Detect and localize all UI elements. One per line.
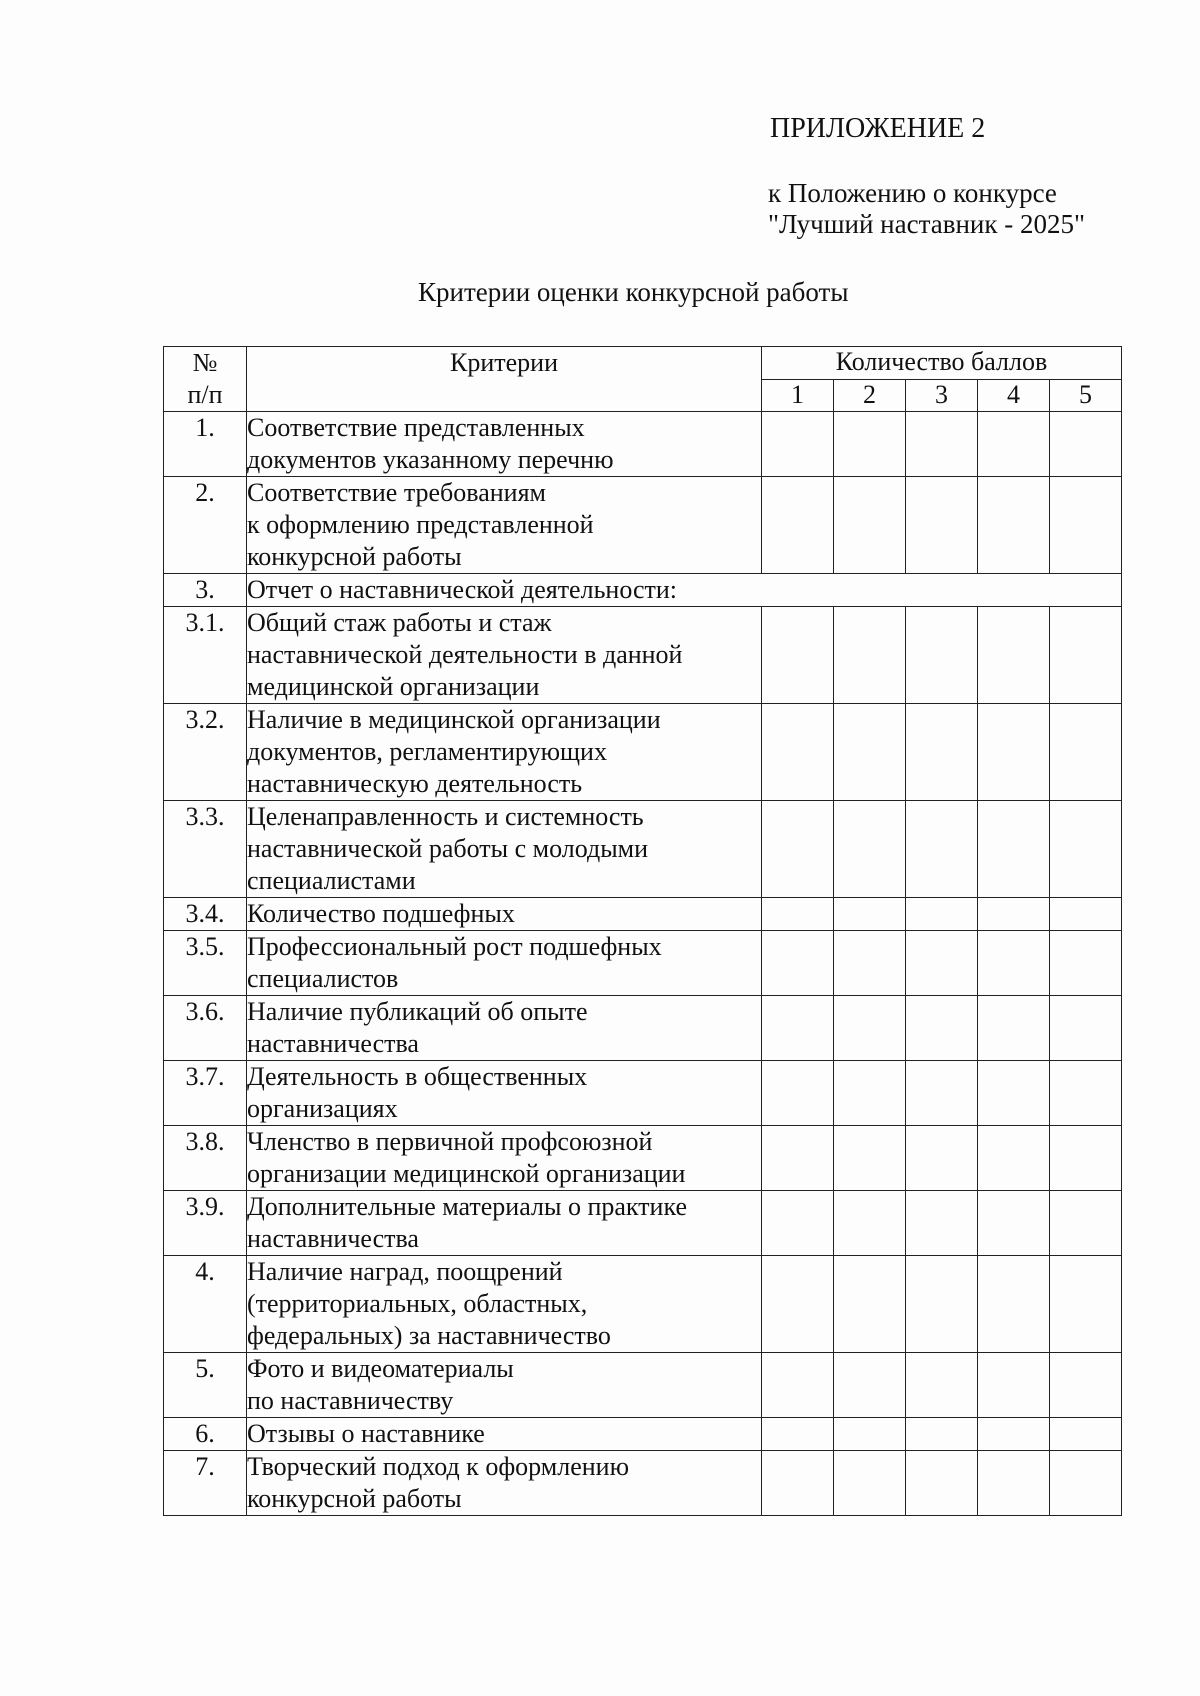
score-cell[interactable] [762, 898, 834, 931]
score-cell[interactable] [906, 1451, 978, 1516]
score-cell[interactable] [834, 898, 906, 931]
table-row [164, 1191, 1122, 1256]
table-header-row [164, 347, 1122, 380]
table-row [164, 996, 1122, 1061]
row-number: 6. [164, 1418, 247, 1451]
row-number: 3.5. [164, 931, 247, 996]
score-cell[interactable] [1050, 704, 1122, 801]
score-cell[interactable] [906, 898, 978, 931]
score-cell[interactable] [834, 1256, 906, 1353]
table-row [164, 1256, 1122, 1353]
table-row [164, 931, 1122, 996]
reference-line: к Положению о конкурсе [768, 178, 1057, 208]
score-cell[interactable] [762, 1451, 834, 1516]
row-number: 5. [164, 1353, 247, 1418]
score-cell[interactable] [834, 996, 906, 1061]
score-cell[interactable] [762, 607, 834, 704]
row-number: 3. [164, 574, 247, 607]
score-cell[interactable] [906, 931, 978, 996]
score-cell[interactable] [978, 996, 1050, 1061]
criterion-text: Наличие публикаций об опыте наставничества [247, 996, 762, 1061]
score-cell[interactable] [1050, 1353, 1122, 1418]
document-title: Критерии оценки конкурсной работы [418, 277, 849, 307]
score-cell[interactable] [978, 1256, 1050, 1353]
row-number: 3.2. [164, 704, 247, 801]
criterion-text: Членство в первичной профсоюзной организации медицинской организации [247, 1126, 762, 1191]
criterion-text: Наличие в медицинской организации документов, регламентирующих наставническую деятельность [247, 704, 762, 801]
score-cell[interactable] [762, 996, 834, 1061]
score-cell[interactable] [834, 1353, 906, 1418]
table-row [164, 704, 1122, 801]
score-cell[interactable] [906, 996, 978, 1061]
header-score: 4 [978, 379, 1050, 412]
table-row [164, 898, 1122, 931]
score-cell[interactable] [906, 412, 978, 477]
score-cell[interactable] [1050, 477, 1122, 574]
row-number: 3.7. [164, 1061, 247, 1126]
table-row [164, 412, 1122, 477]
score-cell[interactable] [1050, 1451, 1122, 1516]
score-cell[interactable] [978, 1191, 1050, 1256]
score-cell[interactable] [762, 1256, 834, 1353]
score-cell[interactable] [978, 801, 1050, 898]
table-row [164, 1418, 1122, 1451]
score-cell[interactable] [1050, 1418, 1122, 1451]
score-cell[interactable] [834, 412, 906, 477]
row-number: 7. [164, 1451, 247, 1516]
row-number: 3.6. [164, 996, 247, 1061]
score-cell[interactable] [1050, 1061, 1122, 1126]
criterion-text: Фото и видеоматериалы по наставничеству [247, 1353, 762, 1418]
score-cell[interactable] [762, 931, 834, 996]
score-cell[interactable] [906, 704, 978, 801]
score-cell[interactable] [834, 1451, 906, 1516]
score-cell[interactable] [834, 1061, 906, 1126]
score-cell[interactable] [906, 1256, 978, 1353]
score-cell[interactable] [978, 477, 1050, 574]
score-cell[interactable] [1050, 996, 1122, 1061]
score-cell[interactable] [762, 412, 834, 477]
score-cell[interactable] [978, 1451, 1050, 1516]
table-row [164, 801, 1122, 898]
score-cell[interactable] [834, 1126, 906, 1191]
score-cell[interactable] [1050, 607, 1122, 704]
table-row [164, 1451, 1122, 1516]
criterion-text: Количество подшефных [247, 898, 762, 931]
row-number: 1. [164, 412, 247, 477]
score-cell[interactable] [762, 1191, 834, 1256]
score-cell[interactable] [906, 801, 978, 898]
score-cell[interactable] [834, 1191, 906, 1256]
criterion-text: Профессиональный рост подшефных специалистов [247, 931, 762, 996]
criterion-text: Общий стаж работы и стаж наставнической деятельности в данной медицинской организации [247, 607, 762, 704]
header-score: 3 [906, 379, 978, 412]
score-cell[interactable] [906, 1126, 978, 1191]
table-row [164, 1061, 1122, 1126]
table-row [164, 1353, 1122, 1418]
score-cell[interactable] [834, 477, 906, 574]
score-cell[interactable] [1050, 931, 1122, 996]
score-cell[interactable] [978, 1126, 1050, 1191]
score-cell[interactable] [1050, 1256, 1122, 1353]
table-row [164, 574, 1122, 607]
score-cell[interactable] [906, 607, 978, 704]
row-number: 2. [164, 477, 247, 574]
appendix-reference [768, 178, 1085, 240]
score-cell[interactable] [906, 477, 978, 574]
table-row [164, 477, 1122, 574]
header-number: № п/п [164, 347, 247, 412]
score-cell[interactable] [762, 801, 834, 898]
score-cell[interactable] [834, 931, 906, 996]
criteria-table-body [164, 412, 1122, 1516]
table-row [164, 607, 1122, 704]
score-cell[interactable] [1050, 1126, 1122, 1191]
score-cell[interactable] [906, 1418, 978, 1451]
criterion-text: Целенаправленность и системность наставнической работы с молодыми специалистами [247, 801, 762, 898]
score-cell[interactable] [978, 607, 1050, 704]
score-cell[interactable] [834, 607, 906, 704]
score-cell[interactable] [906, 1061, 978, 1126]
table-row [164, 1126, 1122, 1191]
score-cell[interactable] [978, 1353, 1050, 1418]
header-score-group: Количество баллов [762, 347, 1122, 380]
criterion-text: Соответствие требованиям к оформлению представленной конкурсной работы [247, 477, 762, 574]
score-cell[interactable] [978, 931, 1050, 996]
header-score: 2 [834, 379, 906, 412]
score-cell[interactable] [906, 1353, 978, 1418]
score-cell[interactable] [1050, 412, 1122, 477]
score-cell[interactable] [978, 1418, 1050, 1451]
criterion-text: Деятельность в общественных организациях [247, 1061, 762, 1126]
row-number: 4. [164, 1256, 247, 1353]
score-cell[interactable] [1050, 898, 1122, 931]
score-cell[interactable] [906, 1191, 978, 1256]
header-score: 1 [762, 379, 834, 412]
row-number: 3.3. [164, 801, 247, 898]
criterion-text: Творческий подход к оформлению конкурсной работы [247, 1451, 762, 1516]
score-cell[interactable] [978, 898, 1050, 931]
criterion-text: Отзывы о наставнике [247, 1418, 762, 1451]
criteria-table [163, 346, 1122, 1516]
score-cell[interactable] [762, 704, 834, 801]
criterion-text: Наличие наград, поощрений (территориальных, областных, федеральных) за наставничество [247, 1256, 762, 1353]
appendix-label: ПРИЛОЖЕНИЕ 2 [770, 113, 986, 144]
row-number: 3.9. [164, 1191, 247, 1256]
score-cell[interactable] [1050, 1191, 1122, 1256]
row-number: 3.4. [164, 898, 247, 931]
score-cell[interactable] [834, 704, 906, 801]
row-number: 3.1. [164, 607, 247, 704]
score-cell[interactable] [834, 1418, 906, 1451]
score-cell[interactable] [762, 477, 834, 574]
score-cell[interactable] [762, 1418, 834, 1451]
criterion-text: Дополнительные материалы о практике наставничества [247, 1191, 762, 1256]
criterion-text: Соответствие представленных документов указанному перечню [247, 412, 762, 477]
score-cell[interactable] [978, 704, 1050, 801]
reference-line: "Лучший наставник - 2025" [768, 209, 1085, 239]
score-cell[interactable] [978, 412, 1050, 477]
header-criteria: Критерии [247, 347, 762, 412]
score-cell[interactable] [762, 1126, 834, 1191]
score-cell[interactable] [834, 801, 906, 898]
score-cell[interactable] [1050, 801, 1122, 898]
score-cell[interactable] [978, 1061, 1050, 1126]
header-score: 5 [1050, 379, 1122, 412]
score-cell[interactable] [762, 1353, 834, 1418]
criterion-text: Отчет о наставнической деятельности: [247, 574, 1122, 607]
score-cell[interactable] [762, 1061, 834, 1126]
row-number: 3.8. [164, 1126, 247, 1191]
